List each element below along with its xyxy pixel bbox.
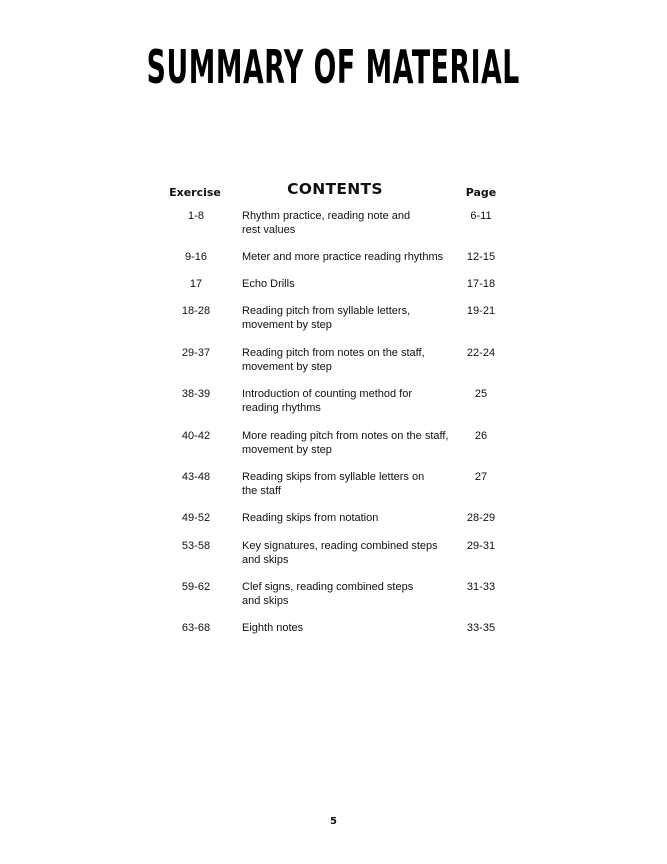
entry-line: Reading skips from notation — [242, 512, 379, 524]
entry-page: 12-15 — [466, 251, 496, 263]
entry-description — [242, 511, 457, 525]
entry-line: Rhythm practice, reading note and — [242, 210, 411, 222]
entry-page: 22-24 — [466, 347, 496, 359]
entry-line: rest values — [242, 224, 296, 236]
page-number: 5 — [330, 816, 337, 827]
entry-page: 31-33 — [466, 581, 496, 593]
entry-description — [242, 621, 457, 635]
entry-description — [242, 580, 457, 608]
entry-line: Reading skips from syllable letters on — [242, 471, 425, 483]
page-title: SUMMARY OF MATERIAL — [146, 40, 520, 94]
entry-line: movement by step — [242, 319, 332, 331]
entry-exercise: 63-68 — [181, 622, 211, 634]
entry-line: Eighth notes — [242, 622, 304, 634]
entry-line: and skips — [242, 554, 289, 566]
entry-page: 29-31 — [466, 540, 496, 552]
entry-line: Reading pitch from notes on the staff, — [242, 347, 425, 359]
entry-line: movement by step — [242, 361, 332, 373]
entry-page: 17-18 — [466, 278, 496, 290]
entry-exercise: 17 — [189, 278, 203, 290]
entry-description — [242, 346, 457, 374]
entry-page: 27 — [474, 471, 488, 483]
entry-description — [242, 250, 457, 264]
entry-exercise: 53-58 — [181, 540, 211, 552]
entry-exercise: 9-16 — [184, 251, 208, 263]
entry-page: 6-11 — [470, 210, 492, 222]
entry-description — [242, 539, 457, 567]
entry-page: 26 — [474, 430, 488, 442]
entry-exercise: 1-8 — [188, 210, 204, 222]
entry-description — [242, 387, 457, 415]
entry-description — [242, 277, 457, 291]
entry-description — [242, 209, 457, 237]
exercise-column-header: Exercise — [169, 186, 221, 199]
toc-header — [0, 180, 667, 204]
entry-description — [242, 470, 457, 498]
entry-line: Key signatures, reading combined steps — [242, 540, 438, 552]
entry-line: Clef signs, reading combined steps — [242, 581, 414, 593]
entry-line: Reading pitch from syllable letters, — [242, 305, 411, 317]
entry-description — [242, 304, 457, 332]
entry-exercise: 59-62 — [181, 581, 211, 593]
entry-exercise: 49-52 — [181, 512, 211, 524]
entry-description — [242, 429, 457, 457]
entry-page: 28-29 — [466, 512, 496, 524]
entry-line: the staff — [242, 485, 281, 497]
entry-exercise: 43-48 — [181, 471, 211, 483]
entry-line: Echo Drills — [242, 278, 295, 290]
page-column-header: Page — [465, 186, 497, 199]
contents-heading: CONTENTS — [287, 180, 383, 198]
entry-line: Introduction of counting method for — [242, 388, 412, 400]
entry-exercise: 40-42 — [181, 430, 211, 442]
entry-line: Meter and more practice reading rhythms — [242, 251, 444, 263]
entry-line: reading rhythms — [242, 402, 321, 414]
entry-line: and skips — [242, 595, 289, 607]
entry-exercise: 18-28 — [181, 305, 211, 317]
entry-exercise: 38-39 — [181, 388, 211, 400]
entry-page: 25 — [474, 388, 488, 400]
entry-line: movement by step — [242, 444, 332, 456]
entry-line: More reading pitch from notes on the staff, — [242, 430, 449, 442]
entry-exercise: 29-37 — [181, 347, 211, 359]
entry-page: 19-21 — [466, 305, 496, 317]
entry-page: 33-35 — [466, 622, 496, 634]
